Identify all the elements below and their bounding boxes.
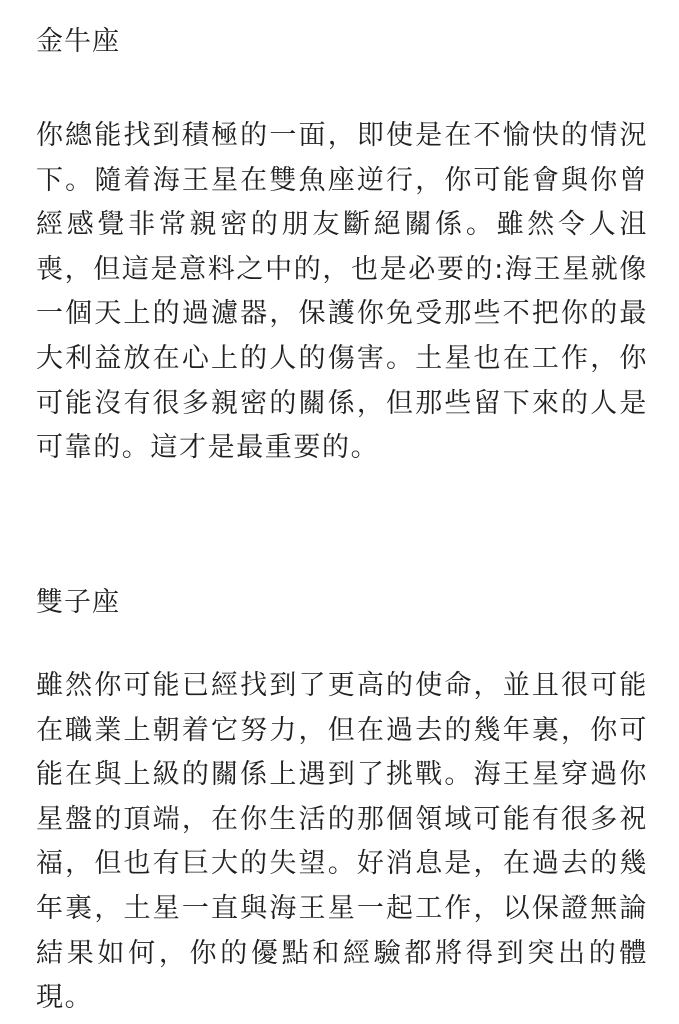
- section-title: 金牛座: [36, 26, 120, 57]
- gemini-section: [36, 585, 648, 1014]
- taurus-section: [36, 24, 648, 464]
- section-body: 你總能找到積極的一面，即使是在不愉快的情況下。隨着海王星在雙魚座逆行，你可能會與你曾經感覺非常親密的朋友斷絕關係。雖然令人沮喪，但這是意料之中的，也是必要的:海王星就像一個天上的過濾器，保護你免受那些不把你的最大利益放在心上的人的傷害。土星也在工作，你可能沒有很多親密的關係，但那些留下來的人是可靠的。這才是最重要的。: [36, 120, 648, 464]
- section-body: 雖然你可能已經找到了更高的使命，並且很可能在職業上朝着它努力，但在過去的幾年裏，你可能在與上級的關係上遇到了挑戰。海王星穿過你星盤的頂端，在你生活的那個領域可能有很多祝福，但也有巨大的失望。好消息是，在過去的幾年裏，土星一直與海王星一起工作，以保證無論結果如何，你的優點和經驗都將得到突出的體現。: [36, 670, 648, 1014]
- section-title: 雙子座: [36, 587, 120, 618]
